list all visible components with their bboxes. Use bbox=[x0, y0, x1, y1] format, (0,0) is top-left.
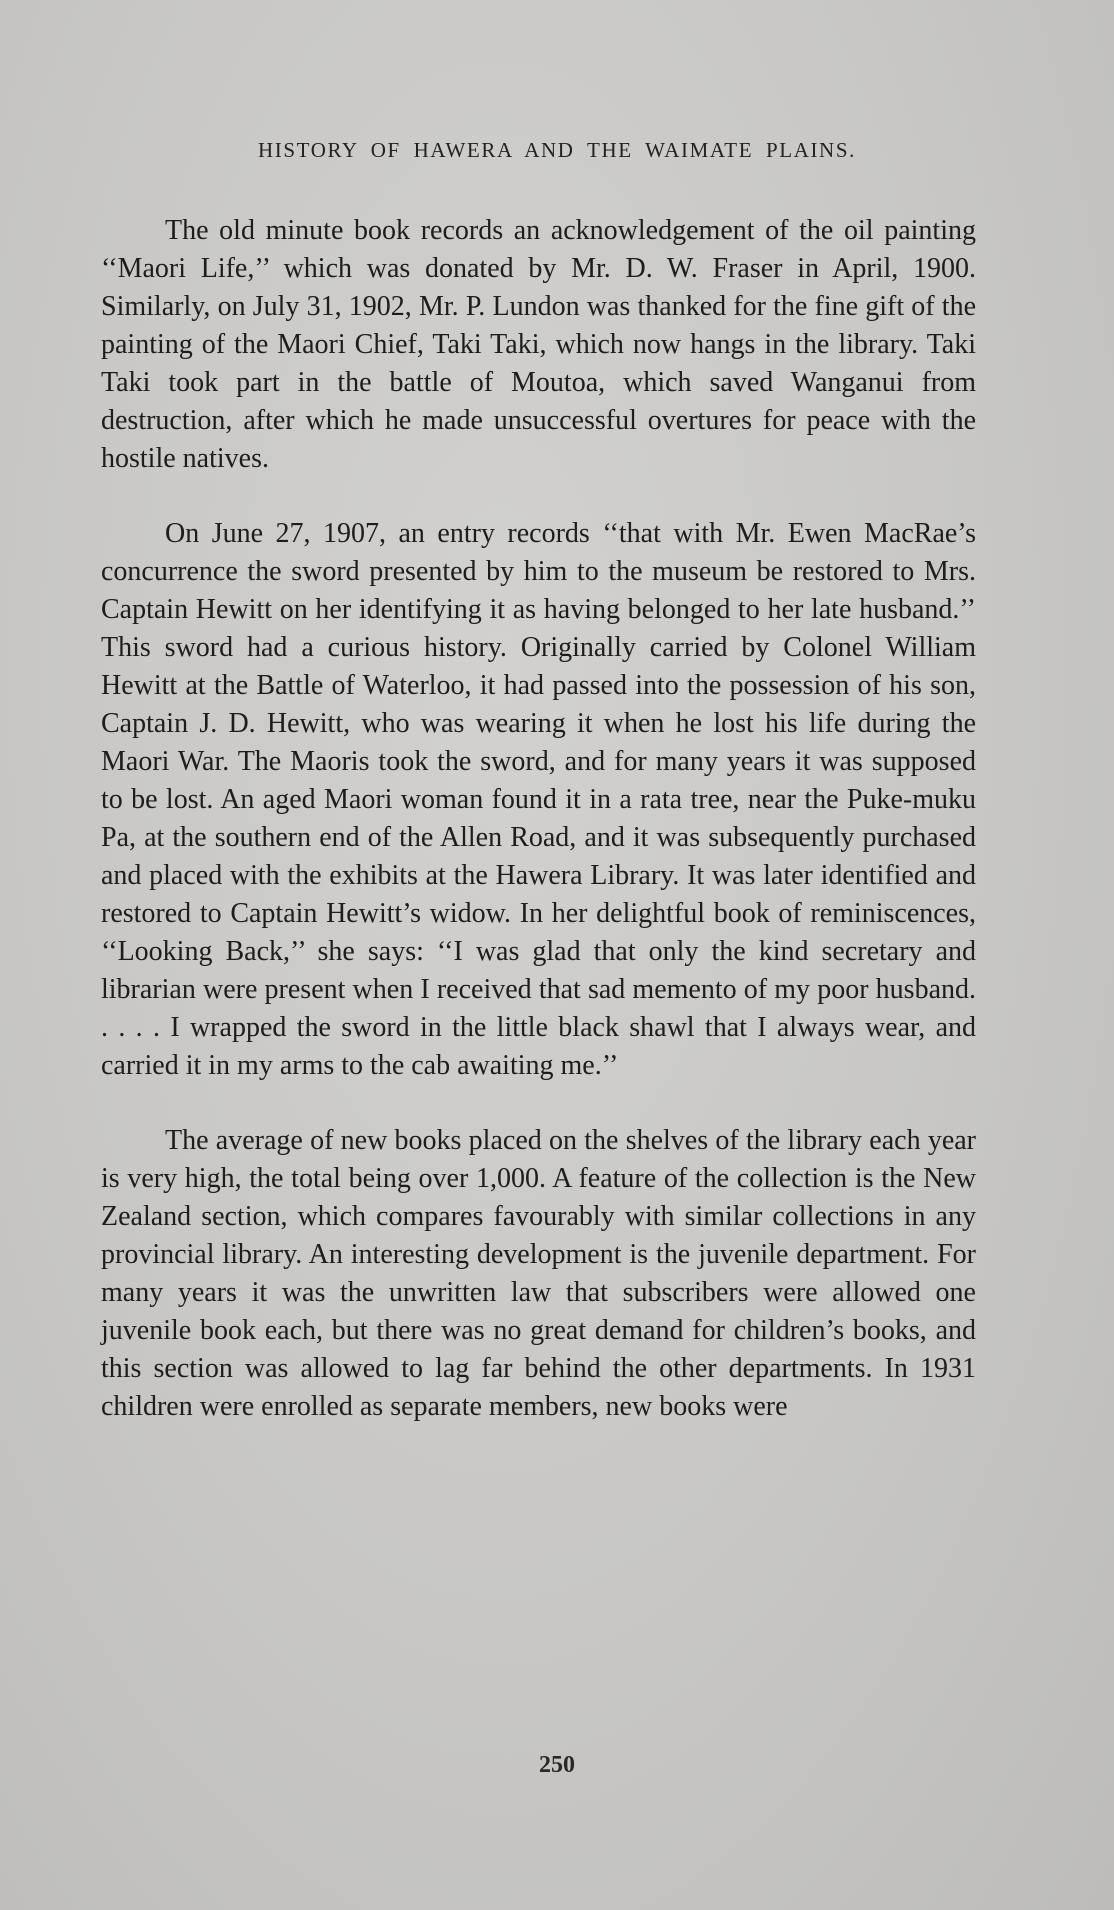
body-text bbox=[101, 212, 976, 1463]
paragraph-new-books: The average of new books placed on the shelves of the library each year is very high, the total being over 1,000. A feature of the collection is the New Zealand section, which compares favourably with similar collections in any provincial library. An interesting development is the juvenile department. For many years it was the unwritten law that subscribers were allowed one juvenile book each, but there was no great demand for children’s books, and this section was allowed to lag far behind the other departments. In 1931 children were enrolled as separate members, new books were bbox=[101, 1125, 976, 1422]
paragraph-hewitt-sword: On June 27, 1907, an entry records ‘‘that with Mr. Ewen MacRae’s concurrence the sword presented by him to the museum be restored to Mrs. Captain Hewitt on her identifying it as having belonged to her late husband.’’ This sword had a curious history. Originally carried by Colonel William Hewitt at the Battle of Waterloo, it had passed into the possession of his son, Captain J. D. Hewitt, who was wearing it when he lost his life during the Maori War. The Maoris took the sword, and for many years it was supposed to be lost. An aged Maori woman found it in a rata tree, near the Puke-muku Pa, at the southern end of the Allen Road, and it was subsequently purchased and placed with the exhibits at the Hawera Library. It was later identified and restored to Captain Hewitt’s widow. In her delightful book of reminiscences, ‘‘Looking Back,’’ she says: ‘‘I was glad that only the kind secretary and librarian were present when I received that sad memento of my poor husband. . . . . I wrapped the sword in the little black shawl that I always wear, and carried it in my arms to the cab awaiting me.’’ bbox=[101, 518, 976, 1081]
paragraph-minute-book: The old minute book records an acknowledgement of the oil painting ‘‘Maori Life,’’ which was donated by Mr. D. W. Fraser in April, 1900. Similarly, on July 31, 1902, Mr. P. Lundon was thanked for the fine gift of the painting of the Maori Chief, Taki Taki, which now hangs in the library. Taki Taki took part in the battle of Moutoa, which saved Wanganui from destruction, after which he made unsuccessful overtures for peace with the hostile natives. bbox=[101, 215, 976, 474]
page-number: 250 bbox=[539, 1752, 575, 1778]
running-head: HISTORY OF HAWERA AND THE WAIMATE PLAINS. bbox=[258, 138, 856, 162]
